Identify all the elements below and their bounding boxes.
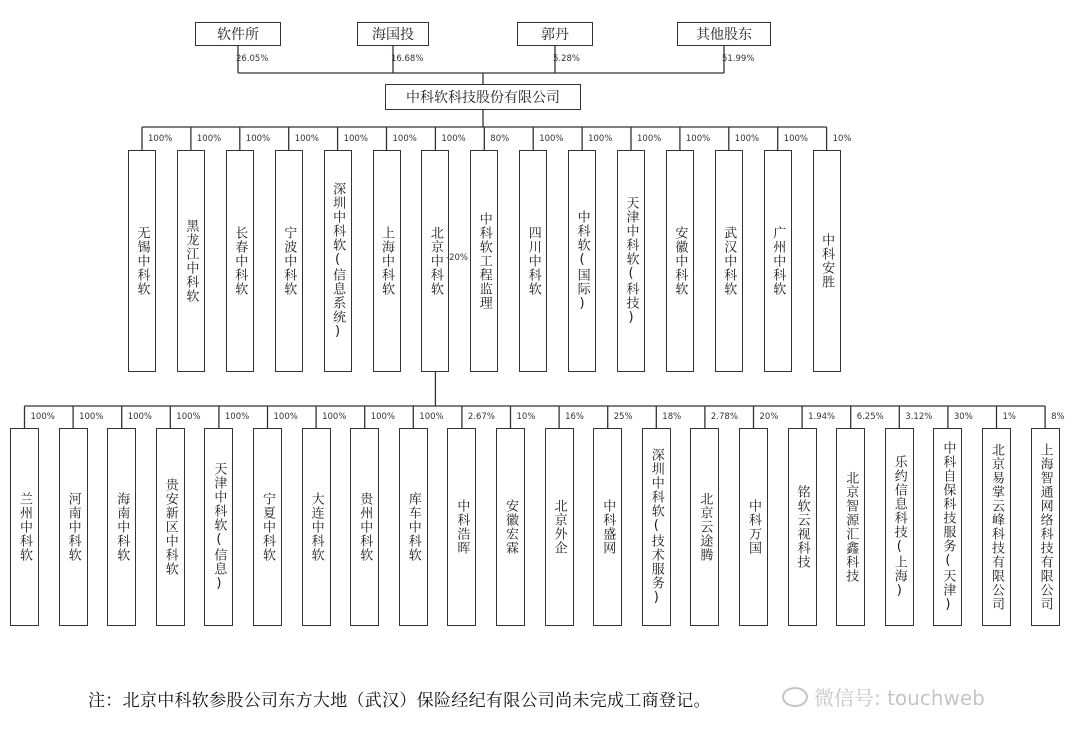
shareholder-pct: 26.05% [236,54,269,64]
subsidiary-box: 深圳中科软(信息系统) [324,150,352,372]
watermark-text: 微信号: touchweb [814,686,985,710]
subsidiary-box: 北京中科软 [421,150,449,372]
sub-subsidiary-pct: 100% [273,412,298,422]
sub-subsidiary-pct: 8% [1051,412,1065,422]
subsidiary-box: 四川中科软 [519,150,547,372]
sub-subsidiary-box: 北京外企 [545,428,574,626]
subsidiary-box: 上海中科软 [373,150,401,372]
sub-subsidiary-pct: 100% [224,412,250,422]
sub-subsidiary-box: 河南中科软 [59,428,88,626]
sub-subsidiary-box: 宁夏中科软 [253,428,282,626]
sub-subsidiary-pct: 25% [613,412,633,422]
sub-subsidiary-pct: 1.94% [808,412,836,422]
side-pct: -20% [446,253,468,263]
subsidiary-pct: 100% [685,134,711,144]
subsidiary-box: 中科软(国际) [568,150,596,372]
subsidiary-pct: 100% [588,134,613,144]
subsidiary-box: 天津中科软(科技) [617,150,645,372]
sub-subsidiary-pct: 30% [953,412,973,422]
sub-subsidiary-box: 乐约信息科技(上海) [885,428,914,626]
sub-subsidiary-box: 中科万国 [739,428,768,626]
sub-subsidiary-box: 天津中科软(信息) [204,428,233,626]
subsidiary-box: 广州中科软 [764,150,792,372]
subsidiary-box: 武汉中科软 [715,150,743,372]
sub-subsidiary-box: 北京易掌云峰科技有限公司 [982,428,1011,626]
subsidiary-box: 宁波中科软 [275,150,303,372]
sub-subsidiary-pct: 2.67% [467,412,495,422]
subsidiary-pct: 100% [392,134,417,144]
subsidiary-box: 中科安胜 [813,150,841,372]
sub-subsidiary-box: 中科浩晖 [447,428,476,626]
sub-subsidiary-pct: 18% [662,412,682,422]
sub-subsidiary-box: 深圳中科软(技术服务) [642,428,671,626]
subsidiary-pct: 100% [196,134,222,144]
sub-subsidiary-pct: 100% [322,412,347,422]
shareholder-box: 其他股东 [677,22,771,46]
subsidiary-pct: 100% [539,134,564,144]
subsidiary-box: 长春中科软 [226,150,254,372]
sub-subsidiary-box: 贵州中科软 [350,428,379,626]
subsidiary-box: 黑龙江中科软 [177,150,205,372]
sub-subsidiary-pct: 100% [370,412,395,422]
sub-subsidiary-pct: 100% [419,412,444,422]
subsidiary-box: 安徽中科软 [666,150,694,372]
subsidiary-pct: 100% [245,134,271,144]
sub-subsidiary-pct: 100% [79,412,104,422]
sub-subsidiary-pct: 16% [565,412,584,422]
sub-subsidiary-box: 北京智源汇鑫科技 [836,428,865,626]
subsidiary-pct: 10% [832,134,852,144]
sub-subsidiary-pct: 3.12% [905,412,933,422]
sub-subsidiary-pct: 20% [759,412,779,422]
sub-subsidiary-pct: 10% [516,412,536,422]
footnote: 注：北京中科软参股公司东方大地（武汉）保险经纪有限公司尚未完成工商登记。 [88,691,711,711]
sub-subsidiary-pct: 2.78% [710,412,738,422]
shareholder-pct: 5.28% [553,54,581,64]
subsidiary-pct: 100% [294,134,319,144]
subsidiary-pct: 100% [343,134,368,144]
shareholder-box: 郭丹 [517,22,593,46]
subsidiary-box: 无锡中科软 [128,150,156,372]
sub-subsidiary-box: 海南中科软 [107,428,136,626]
sub-subsidiary-pct: 100% [176,412,201,422]
sub-subsidiary-box: 贵安新区中科软 [156,428,185,626]
watermark [782,682,985,711]
subsidiary-pct: 100% [783,134,808,144]
subsidiary-box: 中科软工程监理 [470,150,498,372]
sub-subsidiary-pct: 100% [30,412,55,422]
shareholder-pct: 16.68% [391,54,424,64]
sub-subsidiary-box: 铭软云视科技 [788,428,817,626]
subsidiary-pct: 100% [637,134,662,144]
shareholder-pct: 51.99% [722,54,755,64]
sub-subsidiary-box: 库车中科软 [399,428,428,626]
sub-subsidiary-box: 北京云途腾 [690,428,719,626]
subsidiary-pct: 100% [148,134,173,144]
sub-subsidiary-box: 中科盛网 [593,428,622,626]
shareholder-box: 海国投 [357,22,429,46]
subsidiary-pct: 100% [441,134,466,144]
wechat-icon [782,687,808,707]
shareholder-box: 软件所 [195,22,281,46]
sub-subsidiary-box: 安徽宏霖 [496,428,525,626]
sub-subsidiary-pct: 6.25% [856,412,884,422]
sub-subsidiary-pct: 100% [127,412,152,422]
subsidiary-pct: 80% [490,134,510,144]
company-box: 中科软科技股份有限公司 [385,84,581,110]
sub-subsidiary-box: 兰州中科软 [10,428,39,626]
sub-subsidiary-box: 上海智通网络科技有限公司 [1031,428,1060,626]
sub-subsidiary-box: 大连中科软 [302,428,331,626]
sub-subsidiary-box: 中科自保科技服务(天津) [933,428,962,626]
sub-subsidiary-pct: 1% [1002,412,1016,422]
subsidiary-pct: 100% [734,134,760,144]
